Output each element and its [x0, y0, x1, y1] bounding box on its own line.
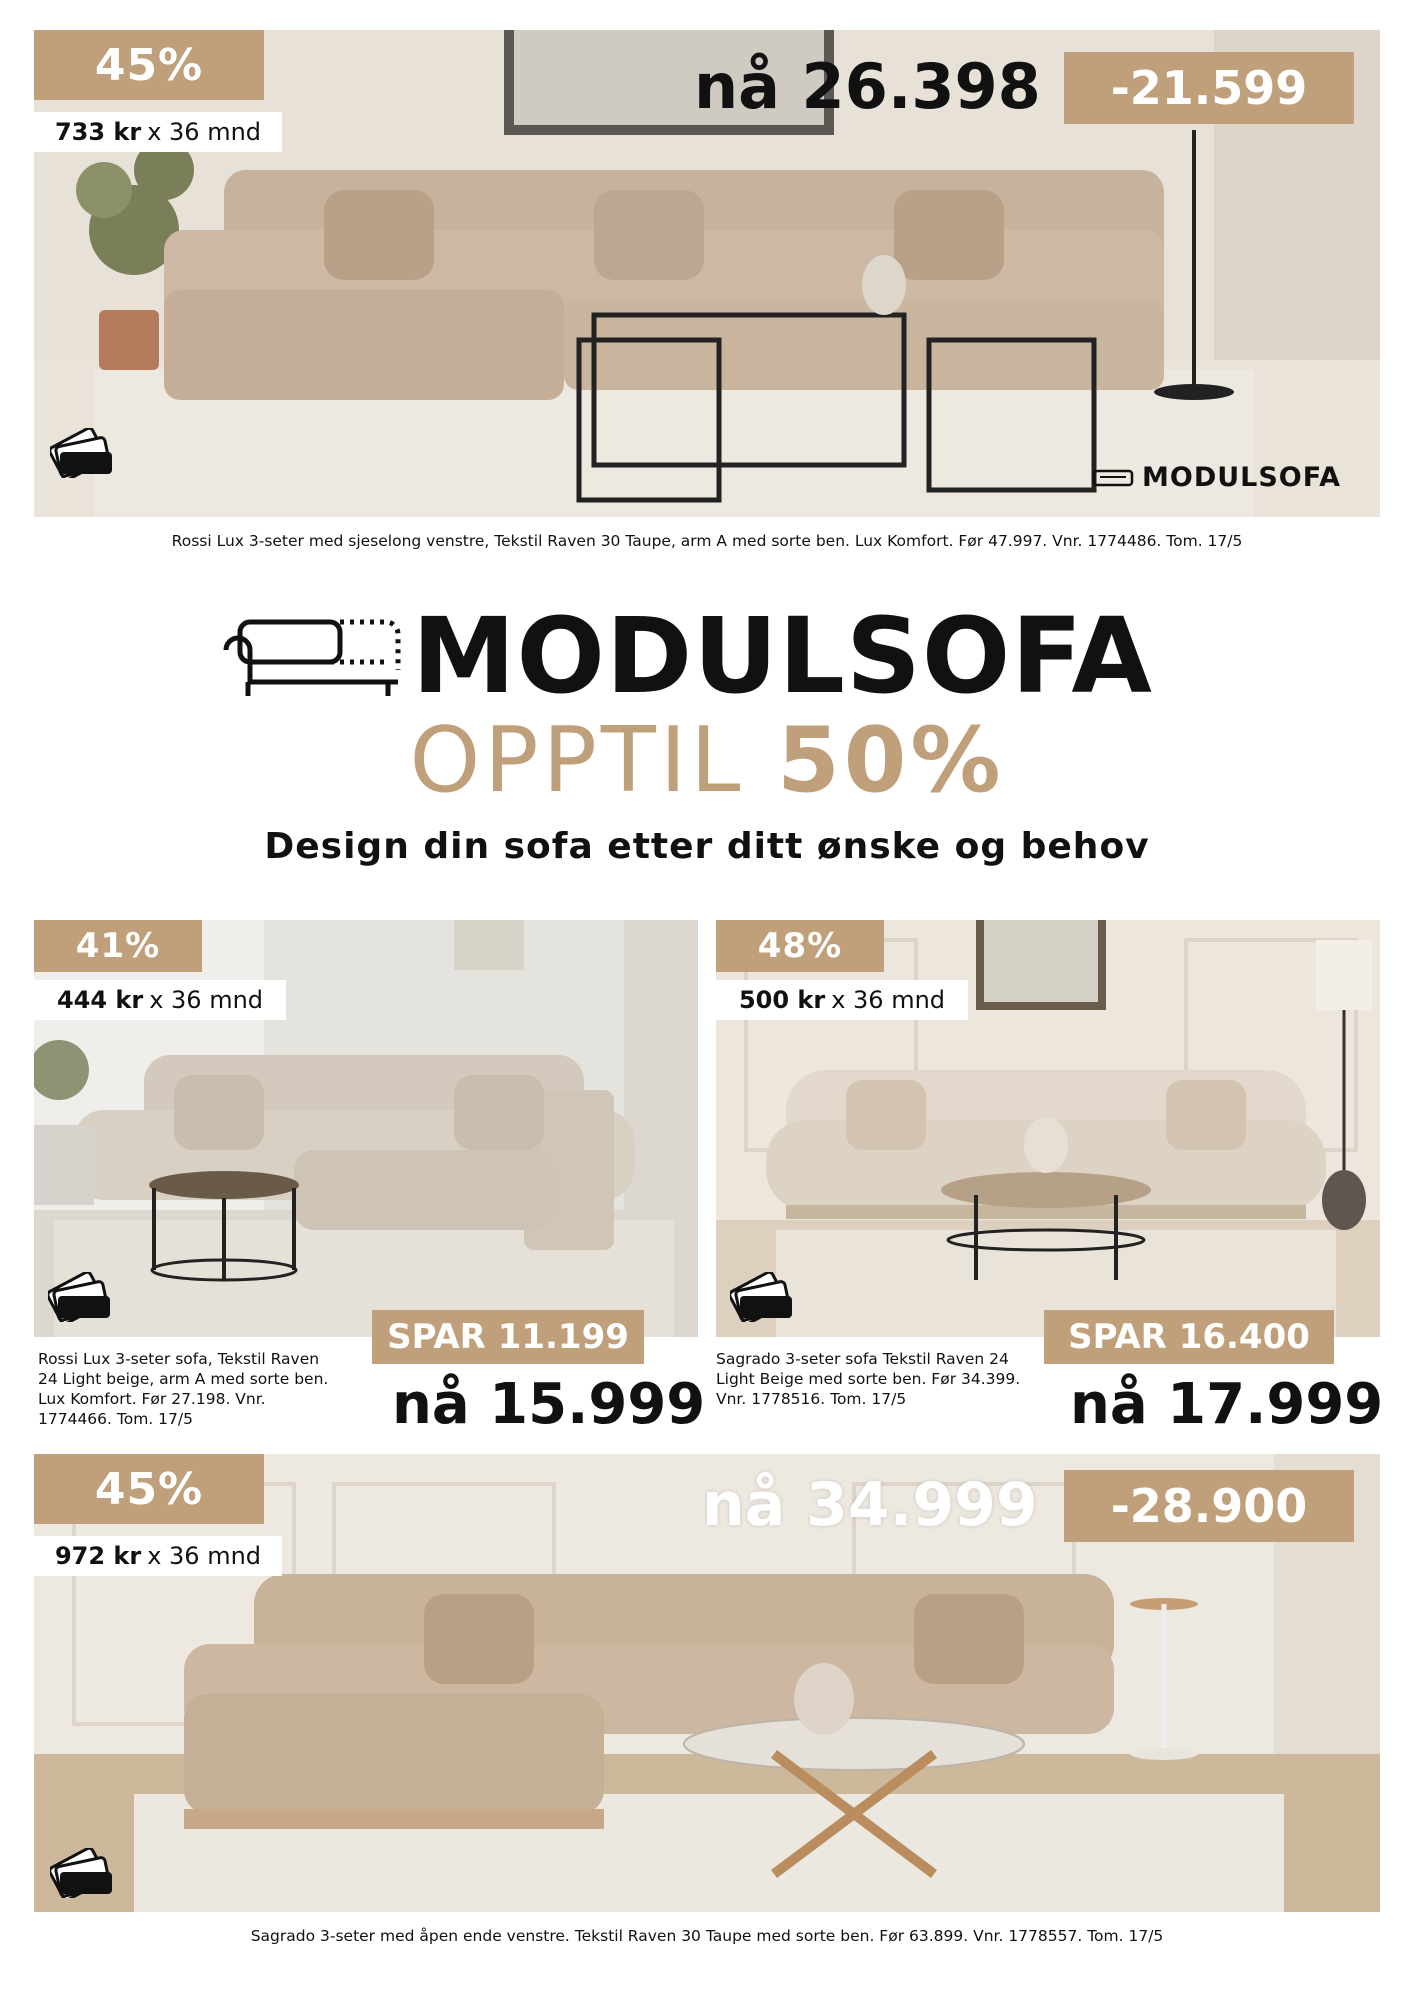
bottom-savings-badge: -28.900 — [1064, 1470, 1354, 1542]
product-left-monthly-amount: 444 kr — [56, 986, 144, 1014]
product-right-savings-badge: SPAR 16.400 — [1044, 1310, 1334, 1364]
hero-now-price: nå 26.398 — [694, 50, 1041, 123]
bottom-discount-badge: 45% — [34, 1454, 264, 1524]
fabric-swatch-icon — [50, 1848, 116, 1898]
bottom-monthly-badge — [34, 1536, 282, 1576]
product-left-savings-badge: SPAR 11.199 — [372, 1310, 644, 1364]
hero-photo — [34, 30, 1380, 517]
product-right-photo — [716, 920, 1380, 1337]
banner-logo-text: MODULSOFA — [412, 595, 1153, 717]
product-right-monthly-amount: 500 kr — [738, 986, 826, 1014]
banner — [0, 590, 1414, 890]
banner-subheadline: Design din sofa etter ditt ønske og behov — [264, 826, 1150, 867]
bottom-monthly-amount: 972 kr — [54, 1542, 142, 1570]
bottom-now-price: nå 34.999 — [702, 1470, 1038, 1540]
fabric-swatch-icon — [50, 428, 116, 478]
product-left-monthly-term: x 36 mnd — [149, 986, 264, 1014]
product-right-discount-badge: 48% — [716, 920, 884, 972]
hero-caption: Rossi Lux 3-seter med sjeselong venstre, Tekstil Raven 30 Taupe, arm A med sorte ben. Lux Komfort. Før 47.997. Vnr. 1774486. Tom. 17/5 — [171, 532, 1243, 550]
bottom-caption: Sagrado 3-seter med åpen ende venstre. Tekstil Raven 30 Taupe med sorte ben. Før 63.899. Vnr. 1778557. Tom. 17/5 — [250, 1927, 1164, 1945]
sofa-outline-icon — [218, 610, 408, 700]
product-right-caption: Sagrado 3-seter sofa Tekstil Raven 24 Light Beige med sorte ben. Før 34.399. Vnr. 1778516. Tom. 17/5 — [716, 1350, 1021, 1409]
product-left-caption: Rossi Lux 3-seter sofa, Tekstil Raven 24 Light beige, arm A med sorte ben. Lux Komfort. Før 27.198. Vnr. 1774466. Tom. 17/5 — [38, 1350, 329, 1429]
product-right-monthly-term: x 36 mnd — [831, 986, 946, 1014]
product-left-monthly-badge — [34, 980, 286, 1020]
product-right-monthly-badge — [716, 980, 968, 1020]
hero-brand-text: MODULSOFA — [1142, 462, 1342, 493]
bottom-photo — [34, 1454, 1380, 1912]
product-left-now-price: nå 15.999 — [392, 1372, 706, 1437]
fabric-swatch-icon — [730, 1272, 796, 1322]
bottom-monthly-term: x 36 mnd — [147, 1542, 262, 1570]
hero-brand-badge — [1092, 462, 1341, 493]
product-left-discount-badge: 41% — [34, 920, 202, 972]
hero-monthly-term: x 36 mnd — [147, 118, 262, 146]
banner-headline-value: 50% — [777, 708, 1005, 813]
fabric-swatch-icon — [48, 1272, 114, 1322]
hero-monthly-badge — [34, 112, 282, 152]
hero-savings-badge: -21.599 — [1064, 52, 1354, 124]
hero-monthly-amount: 733 kr — [54, 118, 142, 146]
banner-headline — [0, 708, 1414, 813]
product-right-now-price: nå 17.999 — [1070, 1372, 1384, 1437]
product-left-photo — [34, 920, 698, 1337]
hero-discount-badge: 45% — [34, 30, 264, 100]
banner-headline-prefix: OPPTIL — [409, 708, 745, 813]
sofa-outline-icon — [1092, 466, 1134, 490]
